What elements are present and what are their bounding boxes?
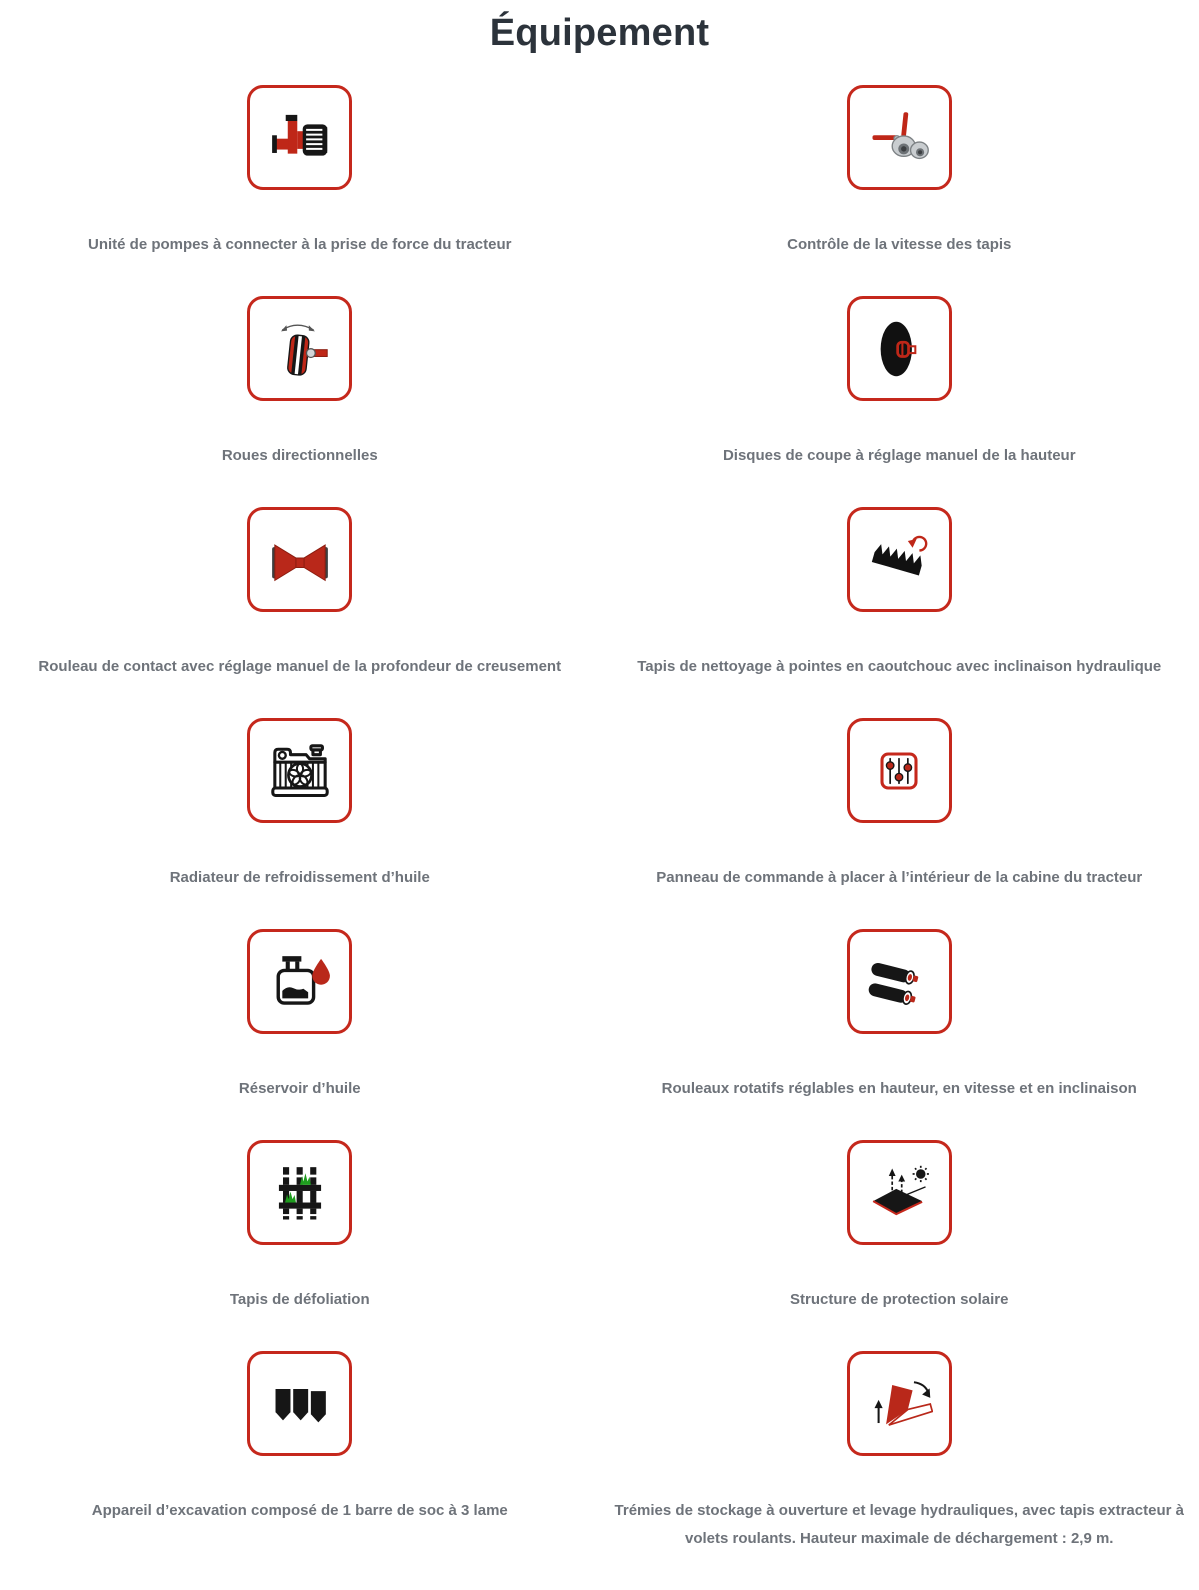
equipment-item (0, 1351, 600, 1553)
equipment-item (0, 296, 600, 470)
equipment-item (0, 85, 600, 259)
rotating-rollers-icon (865, 948, 933, 1016)
equipment-caption: Appareil d’excavation composé de 1 barre de soc à 3 lame (92, 1497, 508, 1525)
icon-box (247, 507, 352, 612)
icon-box (247, 1351, 352, 1456)
icon-box (847, 296, 952, 401)
equipment-caption: Rouleau de contact avec réglage manuel de la profondeur de creusement (38, 653, 561, 681)
icon-box (847, 718, 952, 823)
icon-box (847, 85, 952, 190)
icon-box (247, 85, 352, 190)
cutting-disc-icon (865, 315, 933, 383)
equipment-item (600, 507, 1199, 681)
icon-box (247, 718, 352, 823)
equipment-caption: Trémies de stockage à ouverture et levage hydrauliques, avec tapis extracteur à volets roulants. Hauteur maximale de déchargement : 2,9 m. (614, 1497, 1184, 1553)
equipment-item (600, 85, 1199, 259)
equipment-caption: Rouleaux rotatifs réglables en hauteur, en vitesse et en inclinaison (662, 1075, 1137, 1103)
equipment-item (0, 1140, 600, 1314)
cleaning-belt-icon (865, 526, 933, 594)
defoliation-belt-icon (266, 1159, 334, 1227)
oil-tank-icon (266, 948, 334, 1016)
storage-hopper-icon (865, 1370, 933, 1438)
page-title: Équipement (0, 0, 1199, 55)
pump-unit-icon (266, 104, 334, 172)
control-panel-icon (865, 737, 933, 805)
equipment-item (0, 507, 600, 681)
equipment-caption: Contrôle de la vitesse des tapis (787, 231, 1011, 259)
equipment-caption: Unité de pompes à connecter à la prise de force du tracteur (88, 231, 511, 259)
contact-roller-icon (266, 526, 334, 594)
equipment-item (600, 929, 1199, 1103)
equipment-caption: Roues directionnelles (222, 442, 378, 470)
icon-box (247, 929, 352, 1034)
icon-box (847, 507, 952, 612)
oil-radiator-icon (266, 737, 334, 805)
equipment-caption: Disques de coupe à réglage manuel de la hauteur (723, 442, 1076, 470)
equipment-grid (0, 85, 1199, 1590)
equipment-caption: Radiateur de refroidissement d’huile (170, 864, 430, 892)
directional-wheel-icon (266, 315, 334, 383)
equipment-item (0, 718, 600, 892)
excavation-blades-icon (266, 1370, 334, 1438)
icon-box (847, 929, 952, 1034)
belt-speed-control-icon (865, 104, 933, 172)
icon-box (247, 296, 352, 401)
equipment-item (600, 1351, 1199, 1553)
equipment-caption: Tapis de défoliation (230, 1286, 370, 1314)
equipment-caption: Réservoir d’huile (239, 1075, 361, 1103)
sun-protection-icon (865, 1159, 933, 1227)
equipment-caption: Tapis de nettoyage à pointes en caoutchouc avec inclinaison hydraulique (637, 653, 1161, 681)
equipment-item (600, 296, 1199, 470)
equipment-item (600, 1140, 1199, 1314)
icon-box (247, 1140, 352, 1245)
equipment-item (0, 929, 600, 1103)
icon-box (847, 1140, 952, 1245)
equipment-caption: Panneau de commande à placer à l’intérieur de la cabine du tracteur (656, 864, 1142, 892)
equipment-caption: Structure de protection solaire (790, 1286, 1008, 1314)
icon-box (847, 1351, 952, 1456)
equipment-item (600, 718, 1199, 892)
